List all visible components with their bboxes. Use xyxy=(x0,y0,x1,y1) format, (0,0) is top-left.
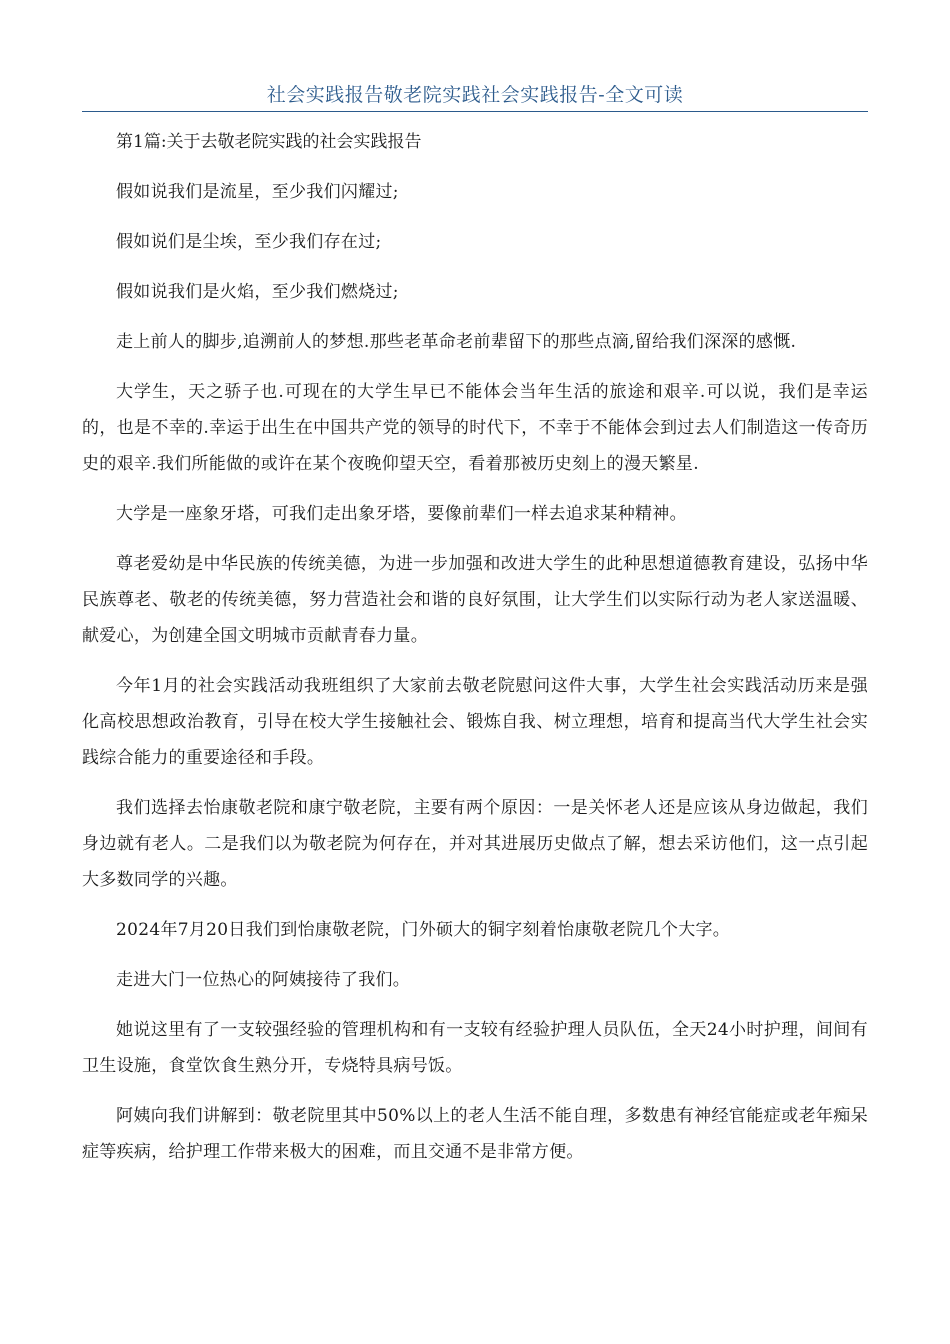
document-body xyxy=(82,124,868,1184)
paragraph: 假如说我们是流星，至少我们闪耀过; xyxy=(116,182,399,202)
paragraph: 我们选择去怡康敬老院和康宁敬老院，主要有两个原因：一是关怀老人还是应该从身边做起，我们身边就有老人。二是我们以为敬老院为何存在，并对其进展历史做点了解，想去采访他们，这一点引起大多数同学的兴趣。 xyxy=(82,798,868,890)
paragraph: 今年1月的社会实践活动我班组织了大家前去敬老院慰问这件大事，大学生社会实践活动历来是强化高校思想政治教育，引导在校大学生接触社会、锻炼自我、树立理想，培育和提高当代大学生社会实践综合能力的重要途径和手段。 xyxy=(82,676,868,768)
paragraph: 走上前人的脚步,追溯前人的梦想.那些老革命老前辈留下的那些点滴,留给我们深深的感慨. xyxy=(116,332,797,352)
paragraph: 2024年7月20日我们到怡康敬老院，门外硕大的铜字刻着怡康敬老院几个大字。 xyxy=(116,920,731,940)
document-title: 社会实践报告敬老院实践社会实践报告-全文可读 xyxy=(266,84,684,106)
paragraph: 假如说我们是火焰，至少我们燃烧过; xyxy=(116,282,399,302)
paragraph: 阿姨向我们讲解到：敬老院里其中50%以上的老人生活不能自理，多数患有神经官能症或老年痴呆症等疾病，给护理工作带来极大的困难，而且交通不是非常方便。 xyxy=(82,1106,868,1162)
paragraph: 大学生，天之骄子也.可现在的大学生早已不能体会当年生活的旅途和艰辛.可以说，我们是幸运的，也是不幸的.幸运于出生在中国共产党的领导的时代下，不幸于不能体会到过去人们制造这一传奇历史的艰辛.我们所能做的或许在某个夜晚仰望天空，看着那被历史刻上的漫天繁星. xyxy=(82,382,868,474)
title-divider xyxy=(82,111,868,112)
paragraph: 假如说们是尘埃，至少我们存在过; xyxy=(116,232,382,252)
chapter-heading: 第1篇:关于去敬老院实践的社会实践报告 xyxy=(116,132,422,152)
paragraph: 她说这里有了一支较强经验的管理机构和有一支较有经验护理人员队伍，全天24小时护理，间间有卫生设施，食堂饮食生熟分开，专烧特具病号饭。 xyxy=(82,1020,868,1076)
paragraph: 大学是一座象牙塔，可我们走出象牙塔，要像前辈们一样去追求某种精神。 xyxy=(116,504,687,524)
paragraph: 走进大门一位热心的阿姨接待了我们。 xyxy=(116,970,411,990)
paragraph: 尊老爱幼是中华民族的传统美德，为进一步加强和改进大学生的此种思想道德教育建设，弘扬中华民族尊老、敬老的传统美德，努力营造社会和谐的良好氛围，让大学生们以实际行动为老人家送温暖、献爱心，为创建全国文明城市贡献青春力量。 xyxy=(82,554,868,646)
